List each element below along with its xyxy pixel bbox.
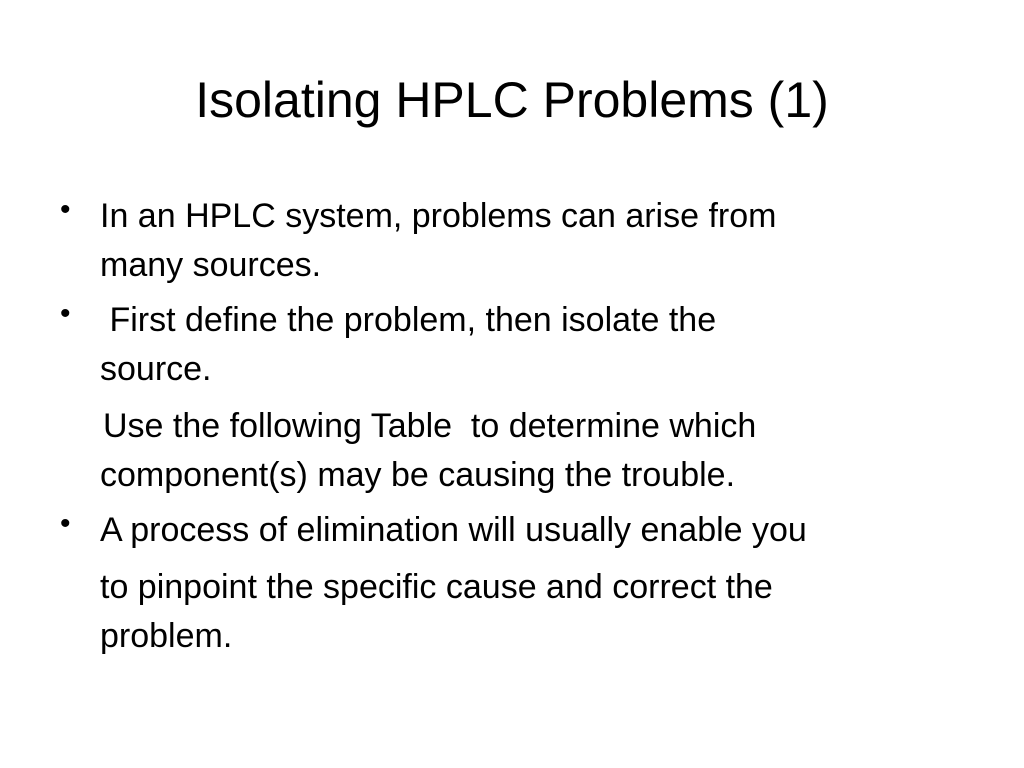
bullet-dot-icon: • (60, 297, 71, 330)
bullet-text-line: to pinpoint the specific cause and correct the (100, 568, 773, 606)
bullet-text-line: problem. (100, 617, 233, 655)
bullet-text-line: source. (100, 350, 212, 388)
bullet-text-line: many sources. (100, 246, 322, 284)
bullet-item-3 (60, 506, 980, 661)
bullet-text-line: Use the following Table to determine which (103, 407, 757, 445)
bullet-text-line: A process of elimination will usually enable you (100, 511, 807, 549)
bullet-text-line: In an HPLC system, problems can arise from (100, 197, 777, 235)
bullet-dot-icon: • (60, 193, 71, 226)
bullet-continuation (60, 402, 980, 500)
bullet-list (60, 192, 980, 661)
bullet-item-1 (60, 192, 980, 290)
bullet-text-line: First define the problem, then isolate the (100, 301, 717, 339)
bullet-dot-icon: • (60, 507, 71, 540)
slide-title: Isolating HPLC Problems (1) (195, 72, 829, 128)
bullet-item-2 (60, 296, 980, 394)
bullet-text-line: component(s) may be causing the trouble. (100, 456, 736, 494)
